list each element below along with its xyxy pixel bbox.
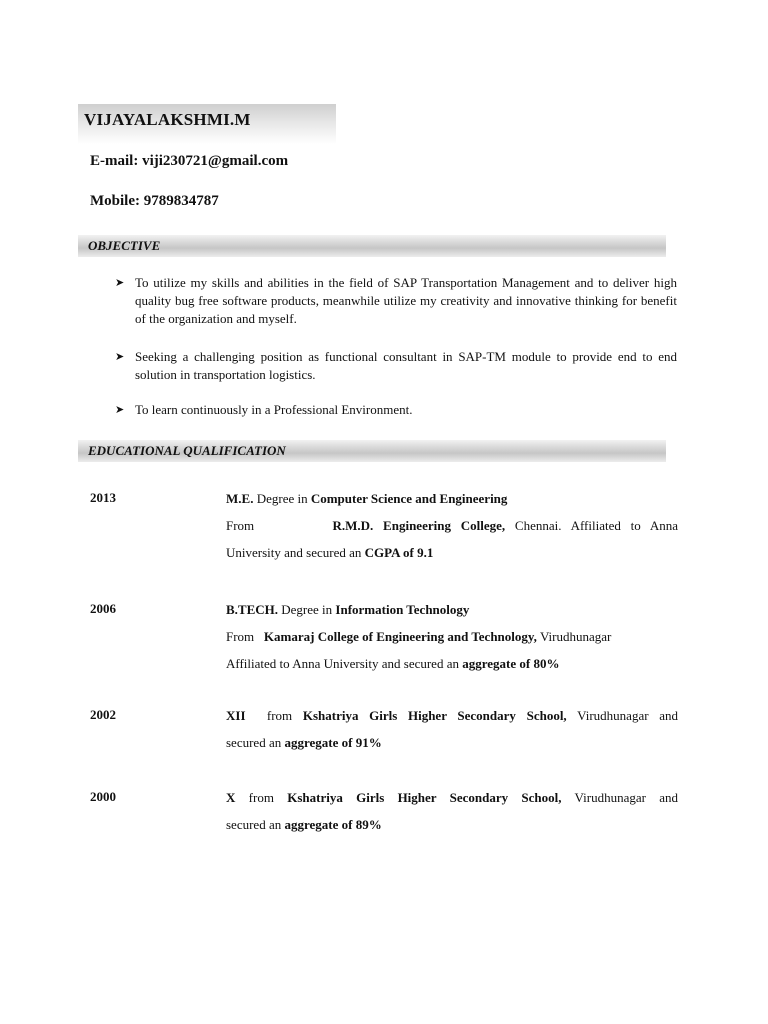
education-institution-line: [226, 784, 678, 811]
objective-item-text: Seeking a challenging position as functional consultant in SAP-TM module to provide end to end solution in transportation logistics.: [135, 349, 677, 382]
degree: X: [226, 790, 236, 805]
education-score-line: [226, 650, 678, 677]
score: aggregate of 91%: [284, 735, 382, 750]
city: Virudhunagar and: [566, 708, 678, 723]
education-score-line: [226, 539, 678, 566]
arrowhead-bullet-icon: ➤: [115, 277, 125, 289]
objective-item-text: To utilize my skills and abilities in the field of SAP Transportation Management and to deliver high quality bug free software products, meanwhile utilize my creativity and innovative thinking for benefit of the organization and myself.: [135, 275, 677, 326]
city: Virudhunagar: [536, 629, 612, 644]
education-heading: EDUCATIONAL QUALIFICATION: [88, 443, 286, 458]
institution: Kshatriya Girls Higher Secondary School,: [287, 790, 562, 805]
institution: Kamaraj College of Engineering and Technology,: [263, 629, 537, 644]
detail: University and secured an: [226, 545, 365, 560]
education-year: 2002: [90, 707, 116, 722]
arrowhead-bullet-icon: ➤: [115, 351, 125, 363]
objective-section-bar: [78, 235, 666, 257]
detail: secured an: [226, 735, 285, 750]
objective-item: [115, 348, 677, 384]
institution: Kshatriya Girls Higher Secondary School,: [302, 708, 567, 723]
detail: Affiliated to Anna University and secured an: [226, 656, 463, 671]
degree: M.E.: [226, 491, 254, 506]
objective-item: [115, 274, 677, 328]
degree: XII: [226, 708, 246, 723]
city: Virudhunagar and: [561, 790, 678, 805]
city: Chennai. Affiliated to Anna: [505, 518, 678, 533]
from-label: from: [256, 708, 303, 723]
institution: R.M.D. Engineering College,: [332, 518, 506, 533]
education-score-line: [226, 729, 678, 756]
email-label: E-mail:: [90, 153, 139, 169]
field: Information Technology: [335, 602, 470, 617]
education-institution-line: [226, 512, 678, 539]
from-label: from: [235, 790, 288, 805]
from-label: From: [226, 629, 255, 644]
education-institution-line: [226, 623, 678, 650]
education-entry: [226, 596, 678, 677]
education-entry: [226, 702, 678, 756]
detail: secured an: [226, 817, 285, 832]
education-entry: [226, 485, 678, 566]
field: Computer Science and Engineering: [310, 491, 508, 506]
education-institution-line: [226, 702, 678, 729]
from-label: From: [226, 518, 255, 533]
score: CGPA of 9.1: [364, 545, 434, 560]
education-year: 2006: [90, 601, 116, 616]
education-section-bar: [78, 440, 666, 462]
degree-in: Degree in: [278, 602, 336, 617]
mobile-line: [90, 193, 219, 210]
objective-item: [115, 401, 677, 419]
score: aggregate of 89%: [284, 817, 382, 832]
mobile-value: 9789834787: [143, 193, 219, 209]
email-line: [90, 153, 288, 170]
objective-heading: OBJECTIVE: [88, 238, 161, 253]
education-degree-line: [226, 485, 678, 512]
mobile-label: Mobile:: [90, 193, 140, 209]
degree: B.TECH.: [226, 602, 279, 617]
email-value[interactable]: viji230721@gmail.com: [142, 153, 289, 169]
education-score-line: [226, 811, 678, 838]
education-entry: [226, 784, 678, 838]
arrowhead-bullet-icon: ➤: [115, 404, 125, 416]
education-year: 2000: [90, 789, 116, 804]
education-degree-line: [226, 596, 678, 623]
degree-in: Degree in: [253, 491, 311, 506]
education-year: 2013: [90, 490, 116, 505]
objective-item-text: To learn continuously in a Professional Environment.: [135, 402, 413, 417]
candidate-name: VIJAYALAKSHMI.M: [84, 110, 251, 129]
score: aggregate of 80%: [462, 656, 560, 671]
